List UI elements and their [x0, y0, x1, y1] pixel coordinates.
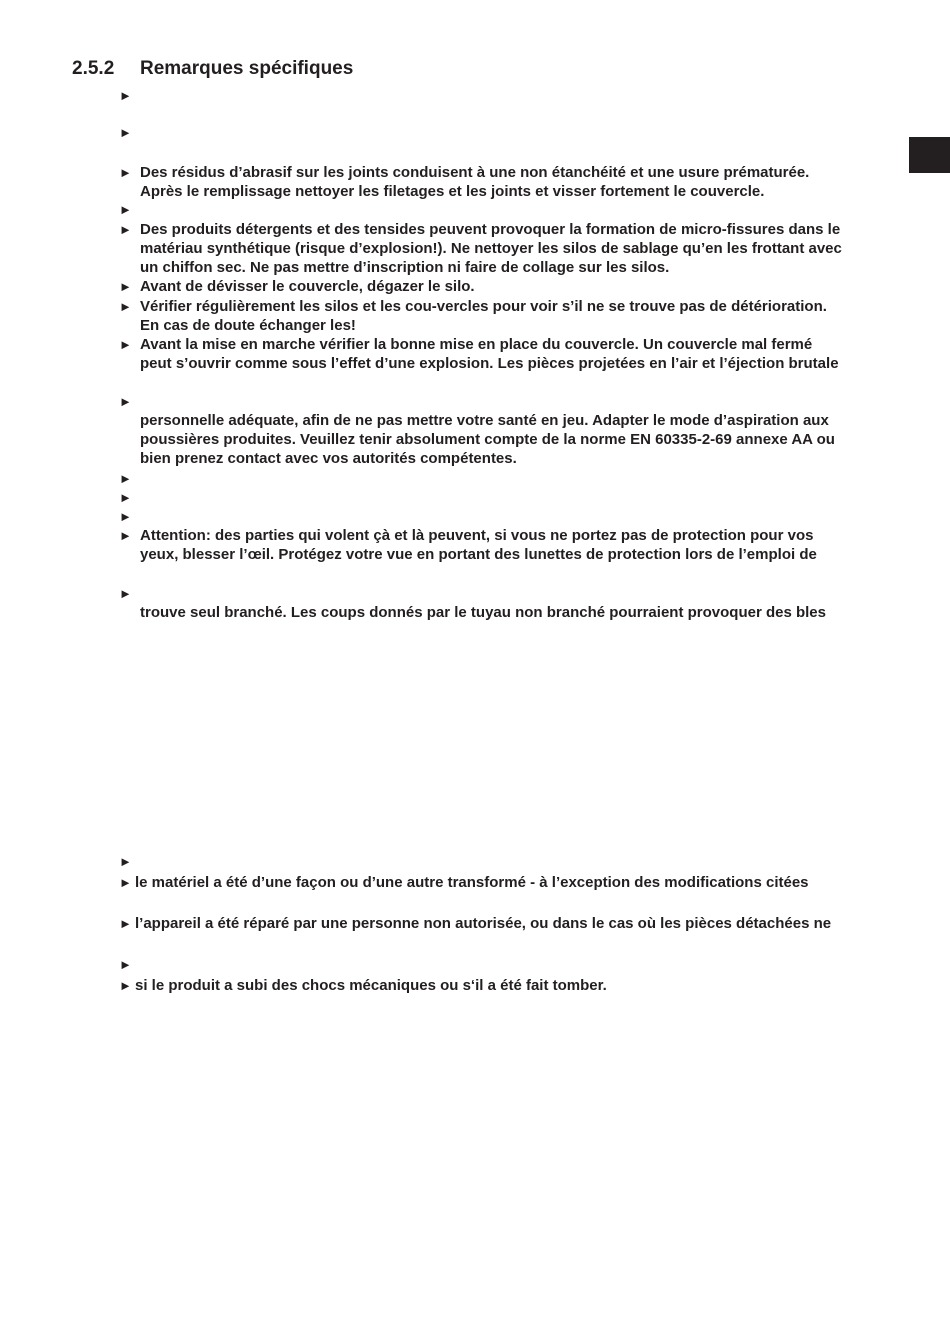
list-item-text: Des produits détergents et des tensides peuvent provoquer la formation de micro-fissures dans le matériau synthétique (risque d’explosion!). Ne nettoyer les silos de sablage qu’en les frottant avec un chiffon sec. Ne pas mettre d’inscription ni faire de collage sur les silos. — [140, 221, 842, 277]
list-item-text: Des résidus d’abrasif sur les joints conduisent à une non étanchéité et une usure prématurée. Après le remplissage nettoyer les filetages et les joints et visser fortement le couvercle. — [140, 164, 810, 201]
list-item — [119, 976, 919, 995]
bullet-icon: ► — [119, 490, 132, 505]
list-item — [119, 526, 919, 564]
list-item-text: le matériel a été d’une façon ou d’une autre transformé - à l’exception des modifications citées — [135, 874, 809, 891]
list-item-continuation — [119, 603, 919, 622]
list-item-text: Avant de dévisser le couvercle, dégazer le silo. — [140, 278, 475, 295]
bullet-icon: ► — [119, 854, 132, 869]
bullet-icon: ► — [119, 202, 132, 217]
list-item — [119, 297, 919, 335]
bullet-icon: ► — [119, 222, 132, 237]
list-item-text: Avant la mise en marche vérifier la bonne mise en place du couvercle. Un couvercle mal fermé peut s’ouvrir comme sous l’effet d’une explosion. Les pièces projetées en l’air et l’éjection brutale — [140, 336, 839, 373]
section-title: Remarques spécifiques — [140, 58, 354, 79]
list-item-continuation — [119, 411, 919, 469]
bullet-icon: ► — [119, 394, 132, 409]
list-item — [119, 335, 919, 373]
list-item-text: si le produit a subi des chocs mécaniques ou s‘il a été fait tomber. — [135, 977, 607, 994]
bullet-icon: ► — [119, 471, 132, 486]
list-item — [119, 163, 919, 201]
bullet-icon: ► — [119, 279, 132, 294]
list-item-text: Vérifier régulièrement les silos et les cou-vercles pour voir s’il ne se trouve pas de détérioration. En cas de doute échanger les! — [140, 298, 827, 335]
list-item — [119, 873, 919, 892]
list-item — [119, 220, 919, 278]
bullet-icon: ► — [119, 916, 132, 931]
list-item-text: personnelle adéquate, afin de ne pas mettre votre santé en jeu. Adapter le mode d’aspiration aux poussières produites. Veuillez tenir absolument compte de la norme EN 60335-2-69 annexe AA ou bien prenez contact avec vos autorités compétentes. — [140, 412, 835, 468]
list-item-text: l’appareil a été réparé par une personne non autorisée, ou dans le cas où les pièces détachées ne — [135, 915, 832, 932]
list-item-text: Attention: des parties qui volent çà et là peuvent, si vous ne portez pas de protection pour vos yeux, blesser l’œil. Protégez votre vue en portant des lunettes de protection lors de l’emploi de — [140, 527, 817, 564]
bullet-icon: ► — [119, 299, 132, 314]
bullet-icon: ► — [119, 88, 132, 103]
bullet-icon: ► — [119, 978, 132, 993]
section-number: 2.5.2 — [72, 58, 115, 79]
bullet-icon: ► — [119, 875, 132, 890]
list-item-text: trouve seul branché. Les coups donnés par le tuyau non branché pourraient provoquer des bles — [140, 604, 826, 621]
bullet-icon: ► — [119, 586, 132, 601]
bullet-icon: ► — [119, 509, 132, 524]
section-heading — [72, 58, 353, 80]
bullet-icon: ► — [119, 528, 132, 543]
list-item — [119, 914, 919, 933]
bullet-icon: ► — [119, 957, 132, 972]
bullet-icon: ► — [119, 125, 132, 140]
bullet-icon: ► — [119, 165, 132, 180]
bullet-icon: ► — [119, 337, 132, 352]
list-item — [119, 277, 919, 296]
